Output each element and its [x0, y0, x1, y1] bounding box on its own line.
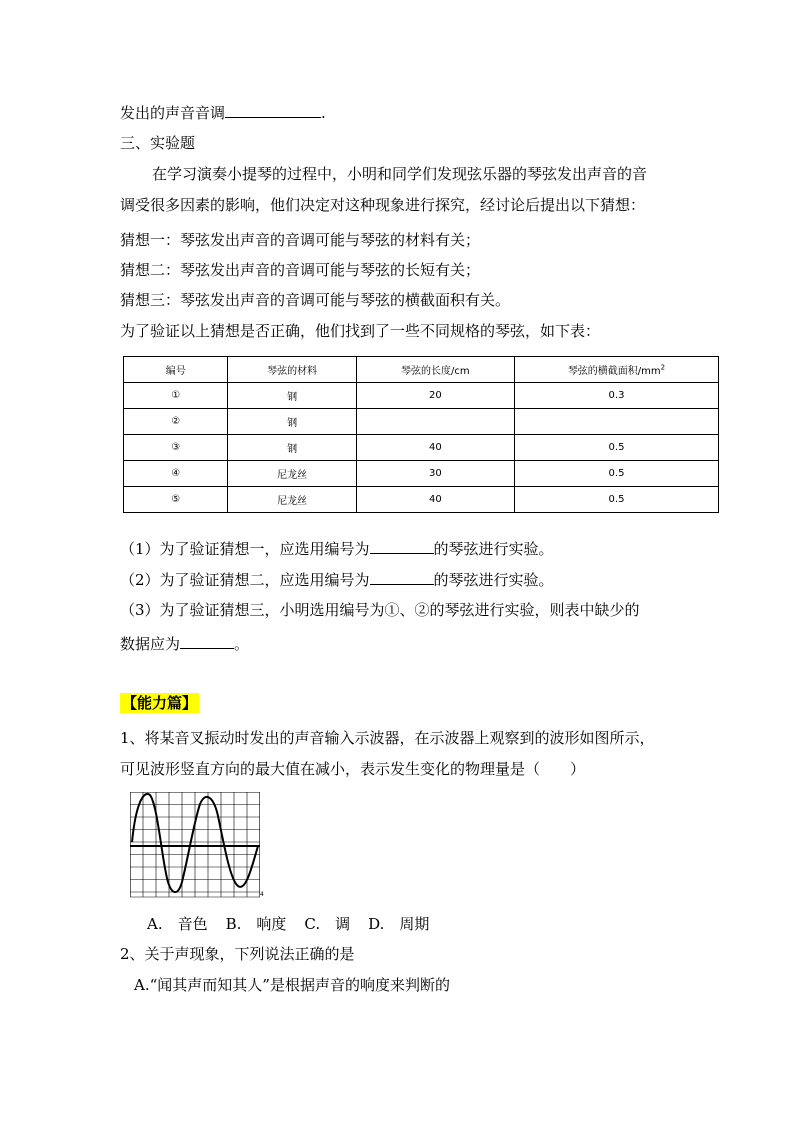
table-cell: 钢: [228, 383, 356, 409]
question-1-tail: 的琴弦进行实验。: [433, 540, 554, 558]
table-cell: ②: [124, 409, 228, 435]
top-line: [120, 102, 326, 123]
intro-line-2: 调受很多因素的影响，他们决定对这种现象进行探究，经讨论后提出以下猜想：: [120, 196, 646, 214]
option-c[interactable]: C. 调: [304, 915, 351, 933]
header-area: [514, 357, 718, 383]
problem-2-line-1: 2、关于声现象，下列说法正确的是: [120, 945, 355, 963]
answer-blank[interactable]: [370, 538, 434, 554]
top-line-tail: .: [321, 104, 326, 122]
question-3-text: 数据应为: [120, 635, 181, 653]
question-2-text: （2）为了验证猜想二，应选用编号为: [120, 571, 370, 589]
answer-blank[interactable]: [225, 102, 321, 118]
table-cell: 30: [356, 461, 514, 487]
table-cell: ⑤: [124, 487, 228, 513]
table-row: [124, 409, 719, 435]
question-2: [120, 569, 554, 590]
table-row: [124, 435, 719, 461]
option-b[interactable]: B. 响度: [225, 915, 287, 933]
table-cell: [514, 409, 718, 435]
table-cell: ④: [124, 461, 228, 487]
table-cell: 尼龙丝: [228, 461, 356, 487]
table-cell: 0.3: [514, 383, 718, 409]
question-3-tail: 。: [234, 635, 250, 653]
table-cell: 钢: [228, 409, 356, 435]
question-2-tail: 的琴弦进行实验。: [433, 571, 554, 589]
table-cell: ③: [124, 435, 228, 461]
option-a[interactable]: A. 音色: [147, 915, 208, 933]
header-length: 琴弦的长度/cm: [356, 357, 514, 383]
problem-1-options: [147, 914, 447, 934]
header-material: 琴弦的材料: [228, 357, 356, 383]
question-3-line-2: [120, 633, 249, 654]
ability-section-title: 【能力篇】: [122, 694, 198, 712]
problem-2-option-a[interactable]: A.“闻其声而知其人”是根据声音的响度来判断的: [134, 976, 450, 994]
problem-1-line-2: 可见波形竖直方向的最大值在减小，表示发生变化的物理量是（ ）: [120, 760, 586, 778]
top-line-text: 发出的声音音调: [120, 104, 226, 122]
question-1: [120, 538, 554, 559]
question-3-line-1: （3）为了验证猜想三，小明选用编号为①、②的琴弦进行实验，则表中缺少的: [120, 601, 640, 619]
header-number: 编号: [124, 357, 228, 383]
table-row: [124, 461, 719, 487]
header-area-exponent: 2: [660, 363, 666, 372]
table-row: [124, 383, 719, 409]
table-intro: 为了验证以上猜想是否正确，他们找到了一些不同规格的琴弦，如下表：: [120, 322, 601, 340]
answer-blank[interactable]: [370, 569, 434, 585]
string-spec-table: [123, 356, 719, 513]
table-cell: [356, 409, 514, 435]
intro-line-1: 在学习演奏小提琴的过程中，小明和同学们发现弦乐器的琴弦发出声音的音: [152, 165, 648, 183]
guess-1: 猜想一：琴弦发出声音的音调可能与琴弦的材料有关；: [120, 231, 481, 249]
table-cell: 40: [356, 487, 514, 513]
table-cell: 尼龙丝: [228, 487, 356, 513]
section-title: 三、实验题: [120, 134, 196, 152]
table-cell: 0.5: [514, 435, 718, 461]
oscilloscope-waveform-figure: [130, 792, 266, 900]
table-cell: ①: [124, 383, 228, 409]
answer-blank[interactable]: [180, 633, 234, 649]
problem-1-line-1: 1、将某音叉振动时发出的声音输入示波器，在示波器上观察到的波形如图所示，: [120, 729, 655, 747]
header-area-text: 琴弦的横截面积/mm: [567, 366, 661, 377]
figure-corner-mark: 4: [260, 891, 264, 898]
table-cell: 40: [356, 435, 514, 461]
table-row: [124, 487, 719, 513]
option-d[interactable]: D. 周期: [368, 915, 430, 933]
table-cell: 0.5: [514, 461, 718, 487]
question-1-text: （1）为了验证猜想一，应选用编号为: [120, 540, 370, 558]
guess-2: 猜想二：琴弦发出声音的音调可能与琴弦的长短有关；: [120, 261, 481, 279]
guess-3: 猜想三：琴弦发出声音的音调可能与琴弦的横截面积有关。: [120, 291, 511, 309]
table-cell: 20: [356, 383, 514, 409]
table-cell: 0.5: [514, 487, 718, 513]
table-cell: 钢: [228, 435, 356, 461]
table-header-row: [124, 357, 719, 383]
grid-lines: [130, 792, 260, 897]
